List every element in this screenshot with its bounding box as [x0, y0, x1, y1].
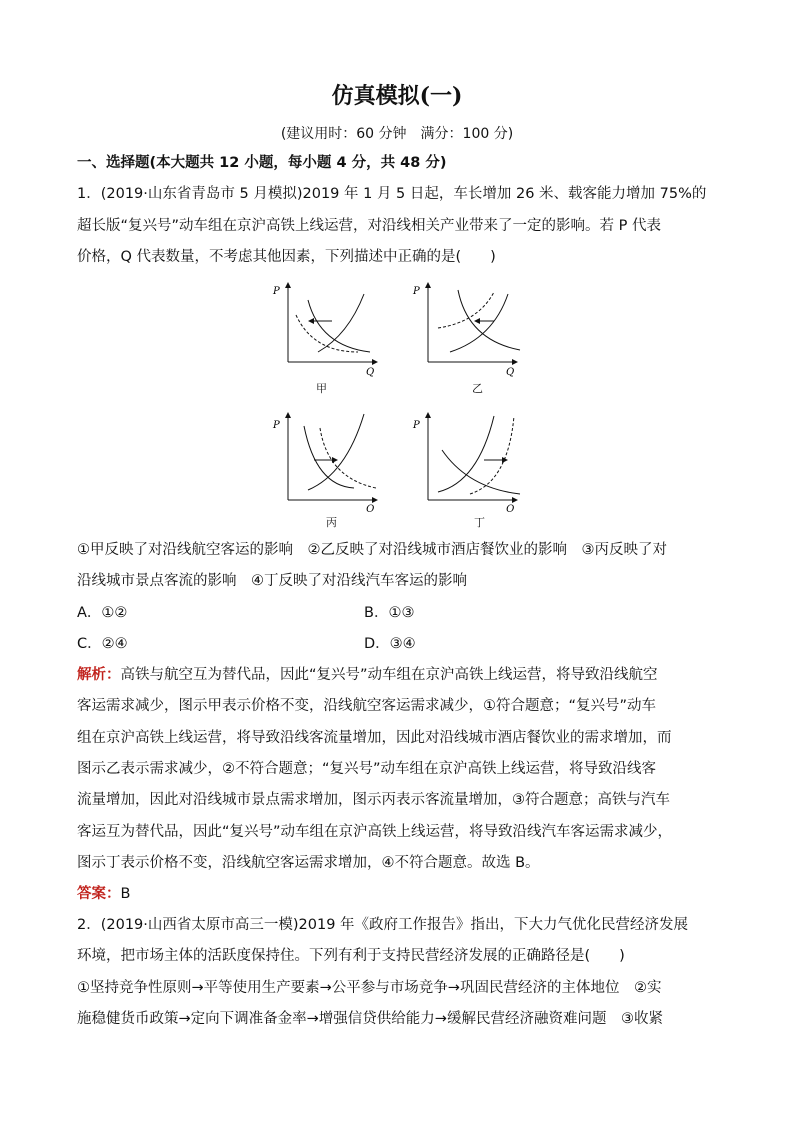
analysis-line: 图示丁表示价格不变，沿线航空客运需求增加，④不符合题意。故选 B。 — [77, 855, 540, 871]
graph-yi — [408, 280, 528, 395]
graph-ding-label: 丁 — [474, 516, 485, 529]
graph-yi-label: 乙 — [472, 382, 483, 395]
q1-line: 超长版“复兴号”动车组在京沪高铁上线运营，对沿线相关产业带来了一定的影响。若 P 代表 — [77, 218, 661, 234]
analysis-line: 流量增加，因此对沿线城市景点需求增加，图示丙表示客流量增加，③符合题意；高铁与汽车 — [77, 792, 670, 808]
q2-line: 环境，把市场主体的活跃度保持住。下列有利于支持民营经济发展的正确路径是( ) — [77, 948, 625, 964]
q1-line: 1．(2019·山东省青岛市 5 月模拟)2019 年 1 月 5 日起，车长增加 26 米、载客能力增加 75%的 — [77, 186, 707, 202]
graph-yi-xlabel: Q — [506, 367, 515, 378]
analysis-line: 图示乙表示需求减少，②不符合题意；“复兴号”动车组在京沪高铁上线运营，将导致沿线客 — [77, 761, 657, 777]
graph-ding — [408, 408, 528, 528]
demand-curve — [304, 426, 354, 488]
demand-curve — [442, 450, 520, 494]
q1-statement: ①甲反映了对沿线航空客运的影响 ②乙反映了对沿线城市酒店餐饮业的影响 ③丙反映了对 — [77, 542, 667, 558]
new-demand-curve — [320, 428, 376, 488]
graph-jia — [268, 280, 388, 395]
graph-bing-ylabel: P — [273, 420, 280, 431]
q2-line: 施稳健货币政策→定向下调准备金率→增强信贷供给能力→缓解民营经济融资难问题 ③收紧 — [77, 1011, 663, 1027]
graph-yi-ylabel: P — [413, 286, 420, 297]
option-a: A．①② — [77, 605, 128, 621]
answer-line — [77, 884, 130, 904]
option-c: C．②④ — [77, 636, 128, 652]
graph-jia-xlabel: Q — [366, 367, 375, 378]
graph-ding-ylabel: P — [413, 420, 420, 431]
q1-line: 价格，Q 代表数量，不考虑其他因素，下列描述中正确的是( ) — [77, 249, 496, 265]
graph-jia-label: 甲 — [316, 382, 327, 395]
answer-value: B — [120, 886, 131, 902]
demand-curve — [458, 290, 520, 350]
graph-ding-xlabel: Q — [506, 504, 515, 512]
option-d: D．③④ — [364, 636, 416, 652]
analysis-line: 解析：高铁与航空互为替代品，因此“复兴号”动车组在京沪高铁上线运营，将导致沿线航空 — [77, 667, 658, 683]
graph-bing-xlabel: Q — [366, 504, 375, 512]
analysis-line: 组在京沪高铁上线运营，将导致沿线客流量增加，因此对沿线城市酒店餐饮业的需求增加，而 — [77, 730, 672, 746]
page-title: 仿真模拟(一) — [331, 83, 463, 109]
q1-statement: 沿线城市景点客流的影响 ④丁反映了对沿线汽车客运的影响 — [77, 573, 467, 589]
new-supply-curve — [470, 416, 514, 494]
supply-curve — [308, 414, 364, 490]
section-heading: 一、选择题(本大题共 12 小题，每小题 4 分，共 48 分) — [77, 155, 447, 171]
new-supply-curve — [438, 292, 494, 328]
analysis-label: 解析： — [77, 667, 121, 683]
analysis-line: 客运互为替代品，因此“复兴号”动车组在京沪高铁上线运营，将导致沿线汽车客运需求减少， — [77, 824, 673, 840]
graph-jia-ylabel: P — [273, 286, 280, 297]
demand-curve — [308, 300, 370, 352]
graph-bing-label: 丙 — [326, 516, 337, 529]
option-b: B．①③ — [364, 605, 415, 621]
answer-label: 答案： — [77, 886, 121, 902]
q2-line: 2．(2019·山西省太原市高三一模)2019 年《政府工作报告》指出，下大力气优化民营经济发展 — [77, 917, 689, 933]
page-subtitle: (建议用时：60 分钟 满分：100 分) — [280, 126, 514, 142]
supply-curve — [438, 416, 494, 492]
q2-line: ①坚持竞争性原则→平等使用生产要素→公平参与市场竞争→巩固民营经济的主体地位 ②实 — [77, 980, 662, 996]
graph-bing — [268, 408, 388, 528]
analysis-line: 客运需求减少，图示甲表示价格不变，沿线航空客运需求减少，①符合题意；“复兴号”动车 — [77, 698, 657, 714]
